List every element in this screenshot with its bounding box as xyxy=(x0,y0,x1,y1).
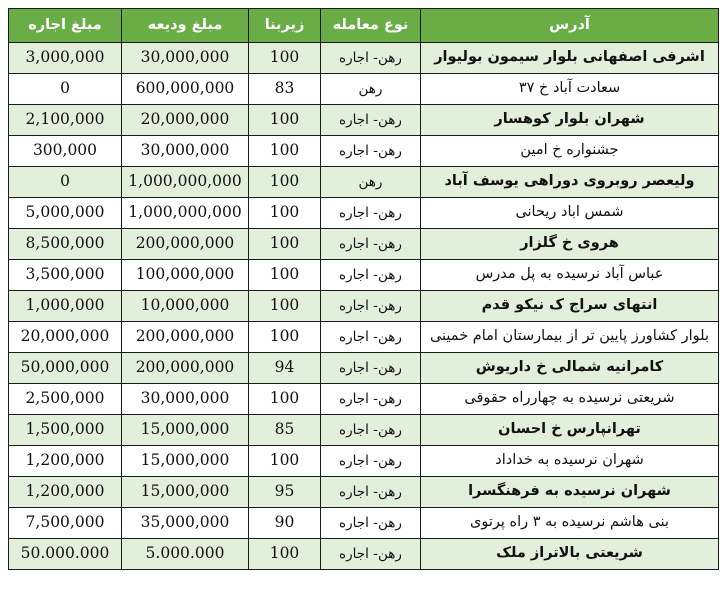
cell-address: شهران بلوار کوهسار xyxy=(421,105,719,136)
deals-table-container xyxy=(9,8,719,570)
cell-area: 83 xyxy=(249,74,321,105)
cell-area: 94 xyxy=(249,353,321,384)
cell-deal-type: رهن- اجاره xyxy=(321,43,421,74)
cell-deposit: 100,000,000 xyxy=(122,260,249,291)
table-row xyxy=(9,74,719,105)
cell-address: شهران نرسیده به فرهنگسرا xyxy=(421,477,719,508)
cell-deal-type: رهن- اجاره xyxy=(321,508,421,539)
cell-area: 100 xyxy=(249,198,321,229)
cell-rent: 7,500,000 xyxy=(9,508,122,539)
cell-deposit: 1,000,000,000 xyxy=(122,167,249,198)
cell-deal-type: رهن- اجاره xyxy=(321,229,421,260)
cell-deposit: 15,000,000 xyxy=(122,446,249,477)
cell-area: 85 xyxy=(249,415,321,446)
table-row xyxy=(9,43,719,74)
table-row xyxy=(9,508,719,539)
table-row xyxy=(9,415,719,446)
cell-deposit: 30,000,000 xyxy=(122,43,249,74)
cell-rent: 20,000,000 xyxy=(9,322,122,353)
cell-deposit: 10,000,000 xyxy=(122,291,249,322)
cell-deposit: 200,000,000 xyxy=(122,353,249,384)
cell-rent: 8,500,000 xyxy=(9,229,122,260)
table-row xyxy=(9,384,719,415)
cell-deposit: 15,000,000 xyxy=(122,415,249,446)
cell-deposit: 200,000,000 xyxy=(122,229,249,260)
cell-address: بلوار کشاورز پایین تر از بیمارستان امام خمینی xyxy=(421,322,719,353)
cell-deal-type: رهن- اجاره xyxy=(321,291,421,322)
cell-address: شمس اباد ریحانی xyxy=(421,198,719,229)
table-row xyxy=(9,105,719,136)
column-header-deal-type: نوع معامله xyxy=(321,9,421,43)
column-header-deposit: مبلغ ودیعه xyxy=(122,9,249,43)
table-row xyxy=(9,198,719,229)
cell-address: ولیعصر روبروی دوراهی یوسف آباد xyxy=(421,167,719,198)
cell-rent: 50,000,000 xyxy=(9,353,122,384)
cell-rent: 2,500,000 xyxy=(9,384,122,415)
cell-rent: 50.000.000 xyxy=(9,539,122,570)
cell-deal-type: رهن- اجاره xyxy=(321,105,421,136)
cell-rent: 0 xyxy=(9,74,122,105)
cell-deposit: 35,000,000 xyxy=(122,508,249,539)
table-row xyxy=(9,136,719,167)
table-header xyxy=(9,9,719,43)
cell-area: 100 xyxy=(249,229,321,260)
cell-area: 100 xyxy=(249,167,321,198)
cell-deal-type: رهن- اجاره xyxy=(321,136,421,167)
cell-rent: 1,200,000 xyxy=(9,446,122,477)
table-row xyxy=(9,167,719,198)
table-row xyxy=(9,477,719,508)
cell-address: عباس آباد نرسیده به پل مدرس xyxy=(421,260,719,291)
cell-area: 90 xyxy=(249,508,321,539)
cell-address: تهرانپارس خ احسان xyxy=(421,415,719,446)
cell-deposit: 200,000,000 xyxy=(122,322,249,353)
cell-address: هروی خ گلزار xyxy=(421,229,719,260)
cell-rent: 1,200,000 xyxy=(9,477,122,508)
cell-rent: 5,000,000 xyxy=(9,198,122,229)
table-row xyxy=(9,291,719,322)
cell-deal-type: رهن- اجاره xyxy=(321,198,421,229)
table-row xyxy=(9,446,719,477)
cell-area: 100 xyxy=(249,322,321,353)
cell-deposit: 30,000,000 xyxy=(122,136,249,167)
cell-address: شهران نرسیده به خداداد xyxy=(421,446,719,477)
cell-address: شریعتی نرسیده به چهارراه حقوقی xyxy=(421,384,719,415)
deals-table xyxy=(8,8,719,570)
cell-area: 100 xyxy=(249,136,321,167)
column-header-area: زیربنا xyxy=(249,9,321,43)
cell-deal-type: رهن- اجاره xyxy=(321,477,421,508)
cell-address: اشرفی اصفهانی بلوار سیمون بولیوار xyxy=(421,43,719,74)
cell-area: 100 xyxy=(249,291,321,322)
cell-address: سعادت آباد خ ۳۷ xyxy=(421,74,719,105)
cell-deposit: 15,000,000 xyxy=(122,477,249,508)
cell-deal-type: رهن xyxy=(321,167,421,198)
cell-deal-type: رهن- اجاره xyxy=(321,322,421,353)
table-row xyxy=(9,260,719,291)
cell-area: 100 xyxy=(249,539,321,570)
cell-rent: 300,000 xyxy=(9,136,122,167)
cell-area: 100 xyxy=(249,260,321,291)
cell-rent: 3,500,000 xyxy=(9,260,122,291)
header-row xyxy=(9,9,719,43)
cell-area: 95 xyxy=(249,477,321,508)
cell-area: 100 xyxy=(249,446,321,477)
cell-deal-type: رهن- اجاره xyxy=(321,353,421,384)
table-body xyxy=(9,43,719,570)
cell-deal-type: رهن- اجاره xyxy=(321,539,421,570)
cell-address: انتهای سراج ک نیکو قدم xyxy=(421,291,719,322)
cell-deposit: 5.000.000 xyxy=(122,539,249,570)
cell-area: 100 xyxy=(249,43,321,74)
cell-deal-type: رهن xyxy=(321,74,421,105)
cell-rent: 0 xyxy=(9,167,122,198)
column-header-rent: مبلغ اجاره xyxy=(9,9,122,43)
cell-deposit: 20,000,000 xyxy=(122,105,249,136)
cell-deposit: 30,000,000 xyxy=(122,384,249,415)
cell-deal-type: رهن- اجاره xyxy=(321,415,421,446)
cell-rent: 1,000,000 xyxy=(9,291,122,322)
cell-rent: 3,000,000 xyxy=(9,43,122,74)
cell-deal-type: رهن- اجاره xyxy=(321,260,421,291)
cell-address: کامرانیه شمالی خ داریوش xyxy=(421,353,719,384)
cell-deal-type: رهن- اجاره xyxy=(321,384,421,415)
table-row xyxy=(9,539,719,570)
cell-rent: 2,100,000 xyxy=(9,105,122,136)
table-row xyxy=(9,353,719,384)
cell-deposit: 600,000,000 xyxy=(122,74,249,105)
cell-deal-type: رهن- اجاره xyxy=(321,446,421,477)
table-row xyxy=(9,229,719,260)
table-row xyxy=(9,322,719,353)
column-header-address: آدرس xyxy=(421,9,719,43)
cell-address: جشنواره خ امین xyxy=(421,136,719,167)
cell-address: بنی هاشم نرسیده به ۳ راه پرتوی xyxy=(421,508,719,539)
cell-rent: 1,500,000 xyxy=(9,415,122,446)
cell-area: 100 xyxy=(249,384,321,415)
cell-area: 100 xyxy=(249,105,321,136)
cell-deposit: 1,000,000,000 xyxy=(122,198,249,229)
cell-address: شریعتی بالاتراز ملک xyxy=(421,539,719,570)
